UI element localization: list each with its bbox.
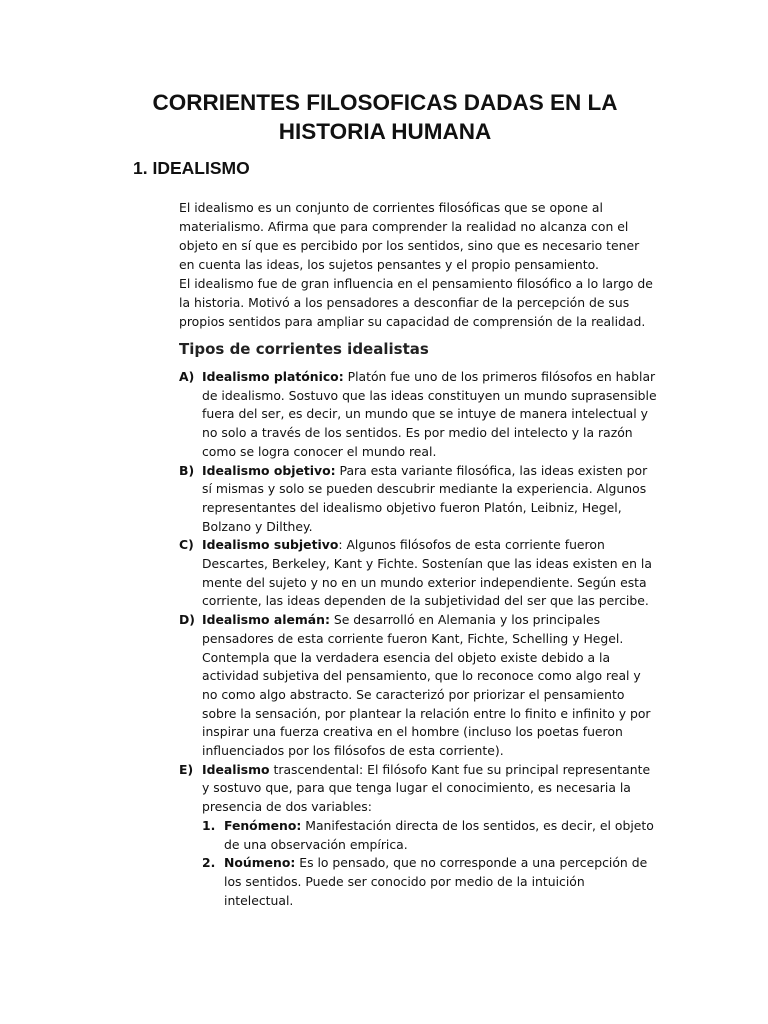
list-marker: C) — [179, 537, 194, 553]
intro-paragraph: El idealismo es un conjunto de corrientes filosóficas que se opone al materialismo. Afirma que para comprender la realidad no alcanza con el objeto en sí que es percibido por los sentidos, sino que es necesario tener en cuenta las ideas, los sujetos pensantes y el propio pensamiento. — [179, 200, 640, 272]
list-item — [179, 368, 657, 462]
page-title: CORRIENTES FILOSOFICAS DADAS EN LA HISTORIA HUMANA — [152, 90, 618, 144]
section-number: 1. — [133, 158, 148, 178]
list-text: Es lo pensado, que no corresponde a una percepción de los sentidos. Puede ser conocido por medio de la intuición intelectual. — [224, 855, 648, 908]
list-text: Para esta variante filosófica, las ideas existen por sí mismas y solo se pueden descubrir mediante la experiencia. Algunos representantes del idealismo objetivo fueron Platón, Leibniz, Hegel, Bolzano y Dilthey. — [202, 462, 648, 534]
list-item — [179, 536, 657, 611]
sub-list-item — [179, 817, 657, 854]
list-term: Fenómeno: — [224, 817, 302, 833]
list-term: Idealismo platónico: — [202, 369, 344, 384]
list-marker: A) — [179, 369, 195, 384]
list-marker: B) — [179, 462, 195, 478]
list-text: trascendental: El filósofo Kant fue su principal representante y sostuvo que, para que tenga lugar el conocimiento, es necesaria la presencia de dos variables: — [202, 761, 651, 815]
transcendental-variables-list — [179, 817, 657, 911]
idealism-types-list — [179, 368, 657, 910]
list-text: Se desarrolló en Alemania y los principales pensadores de esta corriente fueron Kant, Fichte, Schelling y Hegel. Contempla que la verdadera esencia del objeto existe debido a la actividad subjetiva del pensamiento, que lo reconoce como algo real y no como algo abstracto. Se caracterizó por priorizar el pensamiento sobre la sensación, por plantear la relación entre lo finito e infinito y por inspirar una fuerza creativa en el hombre (incluso los poetas fueron influenciados por los filósofos de esta corriente). — [202, 612, 651, 759]
intro-body — [179, 198, 657, 331]
list-text: : Algunos filósofos de esta corriente fueron Descartes, Berkeley, Kant y Fichte. Sostenían que las ideas existen en la mente del sujeto y no en un mundo exterior independiente. Según esta corriente, las ideas dependen de la subjetividad del ser que las percibe. — [202, 537, 652, 609]
section-title: IDEALISMO — [152, 158, 250, 178]
list-term: Idealismo alemán: — [202, 612, 330, 628]
subsection-heading: Tipos de corrientes idealistas — [179, 340, 429, 358]
list-item — [179, 611, 657, 761]
list-term: Idealismo subjetivo — [202, 537, 339, 553]
list-term: Idealismo — [202, 761, 270, 777]
sub-list-item — [179, 854, 657, 910]
list-text: Platón fue uno de los primeros filósofos en hablar de idealismo. Sostuvo que las ideas constituyen un mundo suprasensible fuera del ser, es decir, un mundo que se intuye de manera intelectual y no solo a través de los sentidos. Es por medio del intelecto y la razón como se logra conocer el mundo real. — [202, 369, 657, 459]
list-marker: E) — [179, 761, 194, 777]
list-marker: 1. — [202, 817, 216, 833]
list-marker: 2. — [202, 855, 216, 871]
list-text: Manifestación directa de los sentidos, es decir, el objeto de una observación empírica. — [224, 817, 654, 852]
intro-paragraph: El idealismo fue de gran influencia en el pensamiento filosófico a lo largo de la historia. Motivó a los pensadores a desconfiar de la percepción de sus propios sentidos para ampliar su capacidad de comprensión de la realidad. — [179, 276, 653, 329]
list-term: Noúmeno: — [224, 855, 296, 871]
section-heading — [133, 157, 250, 179]
list-marker: D) — [179, 612, 195, 628]
list-term: Idealismo objetivo: — [202, 462, 336, 478]
list-item — [179, 761, 657, 817]
list-item — [179, 462, 657, 537]
